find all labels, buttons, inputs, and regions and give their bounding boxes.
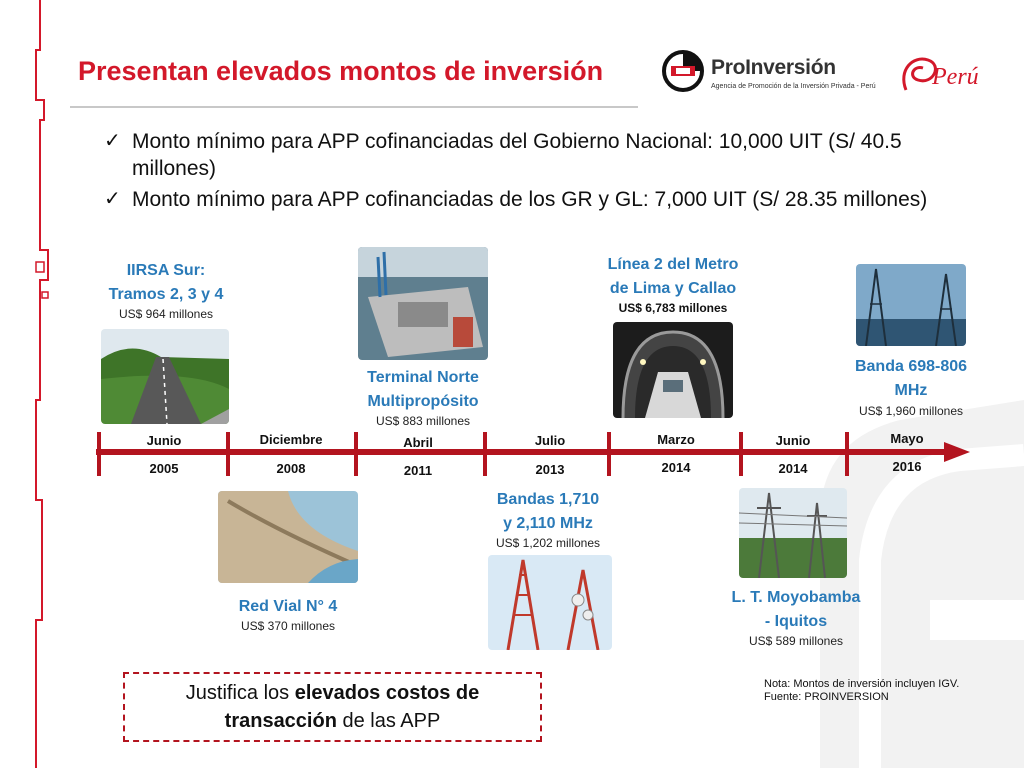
bandas-amount: US$ 1,202 millones: [495, 536, 601, 550]
timeline-month: Abril: [403, 435, 433, 450]
proinversion-tagline: Agencia de Promoción de la Inversión Privada - Perú: [711, 83, 876, 90]
timeline-tick: [226, 432, 230, 476]
timeline-year: 2005: [149, 461, 179, 476]
timeline-tick: [97, 432, 101, 476]
linea2-title: Línea 2 del Metro de Lima y Callao: [607, 256, 739, 297]
coastal-road-photo-icon: [218, 491, 358, 583]
slide-title: Presentan elevados montos de inversión: [78, 56, 604, 86]
timeline-year: 2008: [276, 461, 306, 476]
timeline-year: 2013: [535, 462, 565, 477]
footnote: Nota: Montos de inversión incluyen IGV. Fuente: PROINVERSION: [764, 678, 960, 703]
iirsa-amount: US$ 964 millones: [118, 307, 214, 321]
banda698-title: Banda 698-806 MHz: [854, 358, 968, 399]
timeline-tick: [607, 432, 611, 476]
moyobamba-title: L. T. Moyobamba - Iquitos: [731, 589, 861, 630]
justification-box: Justifica los elevados costos de transacción de las APP: [123, 672, 542, 742]
timeline-year: 2014: [778, 461, 808, 476]
bandas-title: Bandas 1,710 y 2,110 MHz: [496, 491, 600, 532]
timeline-year: 2014: [661, 460, 691, 475]
timeline-month: Julio: [534, 433, 566, 448]
red-vial-title: Red Vial N° 4: [238, 598, 338, 615]
terminal-title: Terminal Norte Multipropósito: [367, 369, 479, 410]
timeline-month: Junio: [146, 433, 182, 448]
timeline-tick: [483, 432, 487, 476]
antenna-towers-photo-icon: [488, 555, 612, 650]
banda698-amount: US$ 1,960 millones: [858, 404, 964, 418]
red-vial-amount: US$ 370 millones: [240, 619, 336, 633]
timeline-year: 2011: [403, 463, 433, 478]
iirsa-title: IIRSA Sur: Tramos 2, 3 y 4: [108, 262, 224, 303]
timeline-month: Mayo: [890, 431, 924, 446]
timeline-month: Junio: [775, 433, 811, 448]
timeline-month: Marzo: [657, 432, 695, 447]
checkmark-icon: ✓: [104, 188, 121, 210]
timeline-month: Diciembre: [259, 432, 323, 447]
linea2-amount: US$ 6,783 millones: [618, 301, 728, 315]
metro-tunnel-photo-icon: [613, 322, 733, 418]
bullet-item: ✓ Monto mínimo para APP cofinanciadas del Gobierno Nacional: 10,000 UIT (S/ 40.5 millones): [104, 130, 902, 180]
telecom-tower-photo-icon: [856, 264, 966, 346]
port-terminal-photo-icon: [358, 247, 488, 360]
peru-logo-icon: [898, 50, 988, 100]
timeline-year: 2016: [892, 459, 922, 474]
checkmark-icon: ✓: [104, 130, 121, 152]
bullet-item: ✓ Monto mínimo para APP cofinanciadas de los GR y GL: 7,000 UIT (S/ 28.35 millones): [104, 188, 928, 211]
title-divider: [70, 106, 638, 108]
timeline-tick: [354, 432, 358, 476]
highway-photo-icon: [101, 329, 229, 424]
proinversion-logo-icon: [662, 50, 704, 92]
bullet-list: [102, 128, 962, 217]
power-line-photo-icon: [739, 488, 847, 578]
terminal-amount: US$ 883 millones: [375, 414, 471, 428]
svg-text:Perú: Perú: [932, 64, 979, 90]
moyobamba-amount: US$ 589 millones: [748, 634, 844, 648]
proinversion-name: ProInversión: [711, 56, 836, 79]
